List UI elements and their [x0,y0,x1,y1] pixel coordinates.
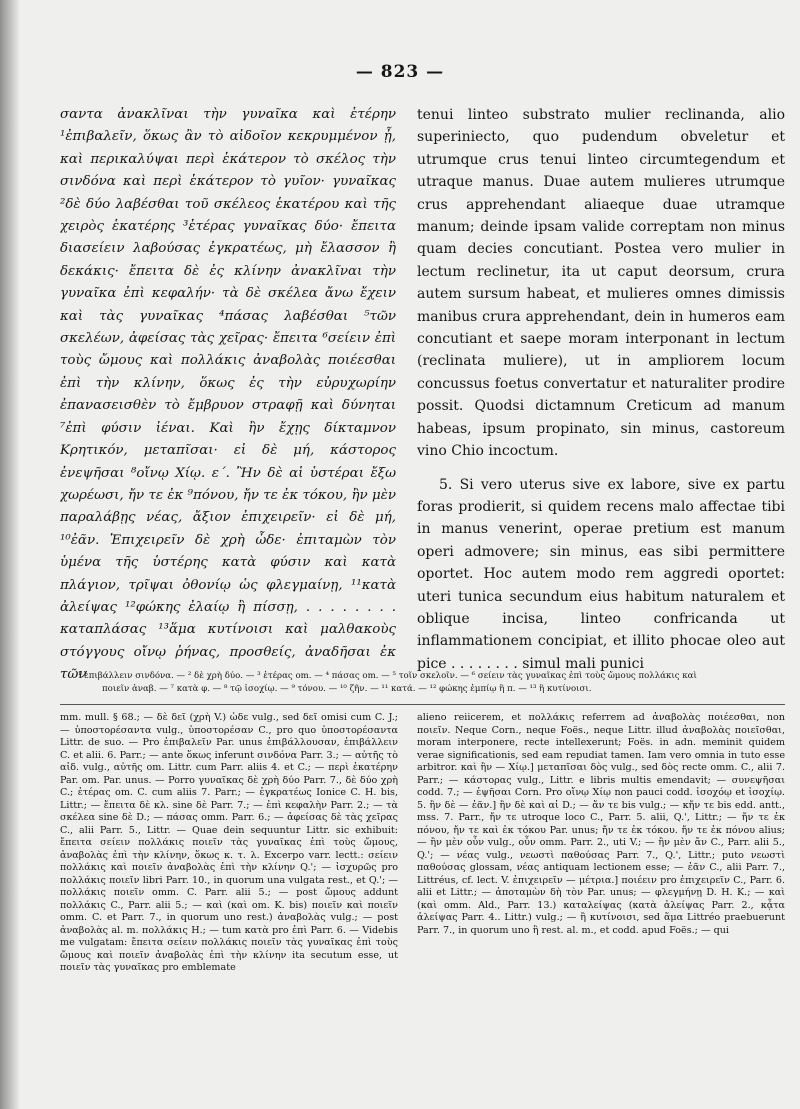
critical-apparatus-right [417,712,785,937]
apparatus-divider [60,704,785,705]
latin-paragraph-1: tenui linteo substrato mulier reclinanda, alio superiniecto, quo pudendum obveletur et utrumque crus tenui linteo circumtegendum et utraque manus. Duae autem mulieres utrumque crus apprehendant aliaeque duae utramque manum; deinde ipsam valide correptam non minus quam decies concutiant. Postea vero mulier in lectum reclinetur, ita ut caput deorsum, crura autem sursum habeat, et mulieres omnes dimissis manibus crura apprehendant, dein in humeros eam concutiant et saepe moram interponant in lectum (reclinata muliere), ut in ampliorem locum concussus foetus convertatur et naturaliter prodire possit. Quodsi dictamnum Creticum ad manum habeas, ipsum propinato, sin minus, castoreum vino Chio incoctum. [417,107,785,460]
greek-text-column [60,104,396,687]
apparatus-right-text: alieno reiicerem, et πολλάκις referrem ad ἀναβολὰς ποιέεσθαι, non ποιεῖν. Neque Corn., neque Foës., neque Littr. illud ἀναβολὰς ποιεῖσθαι, moram interponere, recte intellexerunt; Foës. in adn. meminit quidem verae significationis, sed eam repudiat tamen. Iam vero omnia in tuto esse arbitror. καὶ ἢν — Χίῳ.] μεταπῖσαι δὸς vulg., sed δὸς recte omm. C., alii 7. Parr.; — κάστορας vulg., Littr. e libris multis emendavit; — συνεψῆσαι codd. 7.; — ἐψῆσαι Corn. Pro οἴνῳ Χίῳ non pauci codd. ἰσοχόῳ et ἰσοχίῳ. 5. ἢν δὲ — ἐᾶν.] ἢν δὲ καὶ αἱ D.; — ἄν τε bis vulg.; — κἤν τε bis edd. antt., mss. 7. Parr., ἤν τε utroque loco C., Parr. 5. alii, Q.', Littr.; — ἤν τε ἐκ πόνου, ἤν τε καὶ ἐκ τόκου Par. unus; ἤν τε ἐκ τόκου. ἤν τε ἐκ πόνου alius; — ἢν μὲν οὖν vulg., οὖν omm. Parr. 2., uti V.; — ἢν μὲν ἄν C., Parr. alii 5., Q.'; — νέας vulg., νεωστὶ παθούσας Parr. 7., Q.', Littr.; puto νεωστὶ παθούσας glossam, νέας antiquam lectionem esse; — ἐᾶν C., alii Parr. 7., Littréus, cf. lect. V. ἐπιχειρεῖν — μέτρια.] ποιέειν pro ἐπιχειρεῖν C., Parr. 6. alii et Littr.; — ἀποταμὼν δὴ τὸν Par. unus; — φλεγμήνῃ D. H. K.; — καὶ (καὶ omm. Ald., Parr. 13.) καταλείψας (κατὰ ἀλείψας Parr. 2., κᾆτα ἀλείψας Parr. 4.. Littr.) vulg.; — ἢ κυτίνοισι, sed ἅμα Littréo praebuerunt Parr. 7., in quorum uno ἢ rest. al. m., et codd. apud Foës.; — qui [417,712,785,936]
footnote-line-1: ¹ ἐπιβάλλειν σινδόνα. — ² δὲ χρὴ δύο. — ³ ἑτέρας om. — ⁴ πάσας om. — ⁵ τοῖν σκελοῖν. — ⁶ σείειν τὰς γυναῖκας ἐπὶ τοὺς ὤμους πολλάκις καὶ [78,671,697,681]
page-number: — 823 — [355,62,445,82]
apparatus-left-text: mm. mull. § 68.; — δὲ δεῖ (χρὴ V.) ὧδε vulg., sed δεῖ omisi cum C. J.; — ὑποστορέσαντα vulg., ὑποστορέσαν C., pro quo ὑποστορέσαντα Littr. de suo. — Pro ἐπιβαλεῖν Par. unus ἐπιβάλλουσαν, ἐπιβάλλειν C. et alii. 6. Parr.; — ante ὅκως inferunt σινδόνα Parr. 3.; — αὐτῆς τὸ αἰδ. vulg., αὐτῆς om. Littr. cum Parr. aliis 4. et C.; — περὶ ἑκατέρην Par. om. Par. unus. — Porro γυναῖκας δὲ χρὴ δύο Parr. 7., δὲ δύο χρὴ C.; ἑτέρας om. C. cum aliis 7. Parr.; — ἐγκρατέως Ionice C. H. bis, Littr.; — ἔπειτα δὲ κλ. sine δὲ Parr. 7.; — ἐπὶ κεφαλὴν Parr. 2.; — τὰ σκέλεα sine δὲ D.; — πάσας omm. Parr. 6.; — ἀφείσας δὲ τὰς χεῖρας C., alii Parr. 5., Littr. — Quae dein sequuntur Littr. sic exhibuit: ἔπειτα σείειν πολλάκις ποιεῖν τὰς γυναῖκας ἐπὶ τοὺς ὤμους, ἀναβολὰς ἐπὶ τὴν κλίνην, ὅκως κ. τ. λ. Excerpo varr. lectt.: σείειν πολλάκις καὶ ποιεῖν ἀναβολὰς ἐπὶ τὴν κλίνην Q.'; — ἰσχυρῶς pro πολλάκις ποιεῖν libri Parr. 10., in quorum una vulgata rest., et Q.'; — πολλάκις ποιεῖν omm. C. Parr. alii 5.; — post ὤμους addunt πολλάκις C., Parr. alii 5.; — καὶ (καὶ om. K. bis) ποιεῖν καὶ ποιεῖν omm. C. et Parr. 7., in quorum uno rest.) ἀναβολὰς vulg.; — post ἀναβολὰς al. m. πολλάκις H.; — tum κατὰ pro ἐπὶ Parr. 6. — Videbis me vulgatam: ἔπειτα σείειν πολλάκις ποιεῖν τὰς γυναῖκας ἐπὶ τοὺς ὤμους καὶ ποιεῖν ἀναβολὰς ἐπὶ τὴν κλίνην ita secutum esse, ut ποιεῖν τὰς γυναῖκας pro emblemate [60,712,398,973]
critical-apparatus-left [60,712,398,975]
latin-paragraph-2: 5. Si vero uterus sive ex labore, sive ex partu foras prodierit, si quidem recens malo affectae tibi in manus venerint, operae pretium est manum operi admovere; sin minus, eas sibi permittere oportet. Hoc autem modo rem aggredi oportet: uteri tunica secundum eius habitum naturalem et oblique incisa, linteo confricanda ut inflammationem concipiat, et illito phocae oleo aut pice . . . . . . . . simul mali punici [417,476,785,672]
footnotes [78,670,783,696]
page-gutter-shadow [0,0,20,1109]
latin-text-column [417,104,785,675]
greek-paragraph: σαντα ἀνακλῖναι τὴν γυναῖκα καὶ ἑτέρην ¹ἐπιβαλεῖν, ὅκως ἂν τὸ αἰδοῖον κεκρυμμένον ᾖ, καὶ περικαλύψαι περὶ ἑκάτερον τὸ σκέλος τὴν σινδόνα καὶ περὶ ἑκάτερον τὸ γυῖον· γυναῖκας ²δὲ δύο λαβέσθαι τοῦ σκέλεος ἑκατέρου καὶ τῆς χειρὸς ἑκατέρης ³ἑτέρας γυναῖκας δύο· ἔπειτα διασείειν λαβούσας ἐγκρατέως, μὴ ἔλασσον ἢ δεκάκις· ἔπειτα δὲ ἐς κλίνην ἀνακλῖναι τὴν γυναῖκα ἐπὶ κεφαλήν· τὰ δὲ σκέλεα ἄνω ἔχειν καὶ τὰς γυναῖκας ⁴πάσας λαβέσθαι ⁵τῶν σκελέων, ἀφείσας τὰς χεῖρας· ἔπειτα ⁶σείειν ἐπὶ τοὺς ὤμους καὶ πολλάκις ἀναβολὰς ποιέεσθαι ἐπὶ τὴν κλίνην, ὅκως ἐς τὴν εὐρυχωρίην ἐπανασεισθὲν τὸ ἔμβρυον στραφῇ καὶ δύνηται ⁷ἐπὶ φύσιν ἰέναι. Καὶ ἢν ἔχῃς δίκταμνον Κρητικόν, μεταπῖσαι· εἰ δὲ μή, κάστορος ἐνεψῆσαι ⁸οἴνῳ Χίῳ. ε΄. Ἢν δὲ αἱ ὑστέραι ἔξω χωρέωσι, ἤν τε ἐκ ⁹πόνου, ἤν τε ἐκ τόκου, ἢν μὲν παραλάβῃς νέας, ἄξιον ἐπιχειρεῖν· εἰ δὲ μή, ¹⁰ἐᾶν. Ἐπιχειρεῖν δὲ χρὴ ὧδε· ἐπιταμὼν τὸν ὑμένα τῆς ὑστέρης κατὰ φύσιν καὶ κατὰ πλάγιον, τρῖψαι ὀθονίῳ ὡς φλεγμαίνῃ, ¹¹κατὰ ἀλείψας ¹²φώκης ἐλαίῳ ἢ πίσσῃ, . . . . . . . . καταπλάσας ¹³ἅμα κυτίνοισι καὶ μαλθακοὺς στόγγους οἴνῳ ῥήνας, προσθείς, ἀναδῆσαι ἐκ τῶν [60,107,396,683]
footnote-line-2: ποιεῖν ἀναβ. — ⁷ κατὰ φ. — ⁸ τῷ ἰσοχίῳ. — ⁹ τόνου. — ¹⁰ ζῆν. — ¹¹ κατά. — ¹² φώκης ἐμπίῳ ἢ π. — ¹³ ἢ κυτίνοισι. [102,684,592,694]
